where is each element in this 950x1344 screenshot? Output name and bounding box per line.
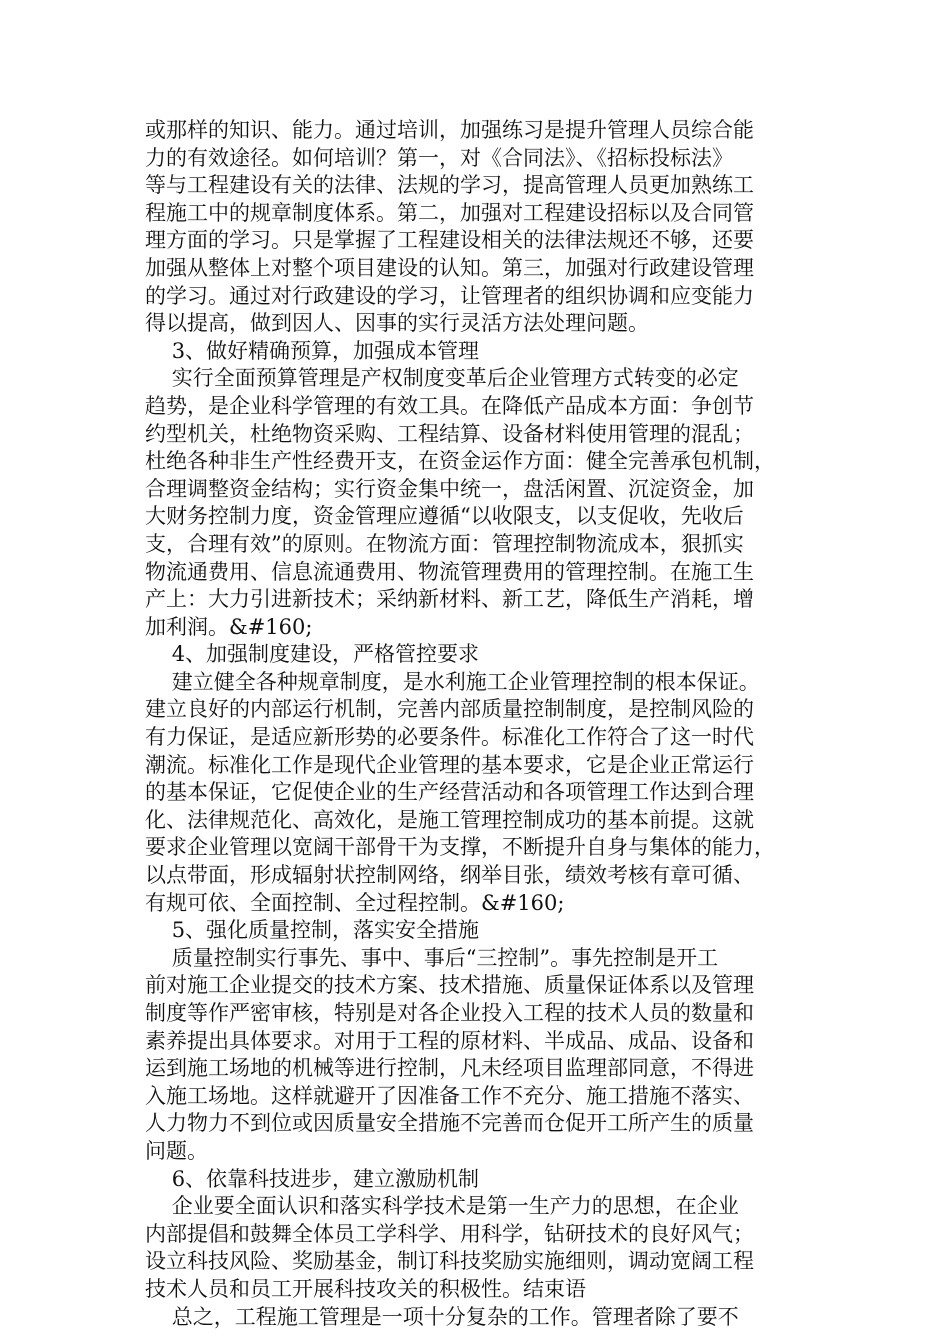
text-line: 设立科技风险、奖励基金，制订科技奖励实施细则，调动宽阔工程 xyxy=(145,1249,754,1274)
text-line: 杜绝各种非生产性经费开支，在资金运作方面：健全完善承包机制， xyxy=(145,449,775,474)
text-line: 前对施工企业提交的技术方案、技术措施、质量保证体系以及管理 xyxy=(145,973,754,998)
text-line: 理方面的学习。只是掌握了工程建设相关的法律法规还不够，还要 xyxy=(145,228,754,253)
text-line: 的学习。通过对行政建设的学习，让管理者的组织协调和应变能力 xyxy=(145,283,754,308)
text-line: 或那样的知识、能力。通过培训，加强练习是提升管理人员综合能 xyxy=(145,118,754,142)
text-line: 潮流。标准化工作是现代企业管理的基本要求，它是企业正常运行 xyxy=(145,752,754,777)
section-heading: 5、强化质量控制，落实安全措施 xyxy=(145,918,480,943)
text-line: 约型机关，杜绝物资采购、工程结算、设备材料使用管理的混乱； xyxy=(145,421,754,446)
text-line: 实行全面预算管理是产权制度变革后企业管理方式转变的必定 xyxy=(145,366,739,391)
text-line: 产上：大力引进新技术；采纳新材料、新工艺，降低生产消耗，增 xyxy=(145,587,754,612)
text-line: 内部提倡和鼓舞全体员工学科学、用科学，钻研技术的良好风气； xyxy=(145,1221,754,1246)
text-line: 以点带面，形成辐射状控制网络，纲举目张，绩效考核有章可循、 xyxy=(145,863,754,888)
text-line: 得以提高，做到因人、因事的实行灵活方法处理问题。 xyxy=(145,311,649,336)
text-line: 企业要全面认识和落实科学技术是第一生产力的思想，在企业 xyxy=(145,1194,739,1219)
text-line: 程施工中的规章制度体系。第二，加强对工程建设招标以及合同管 xyxy=(145,200,754,225)
text-line: 技术人员和员工开展科技攻关的积极性。结束语 xyxy=(145,1276,586,1301)
section-heading: 6、依靠科技进步，建立激励机制 xyxy=(145,1166,480,1191)
text-line: 有规可依、全面控制、全过程控制。&#160; xyxy=(145,890,565,915)
text-line: 建立健全各种规章制度，是水利施工企业管理控制的根本保证。 xyxy=(145,669,760,694)
text-line: 有力保证，是适应新形势的必要条件。标准化工作符合了这一时代 xyxy=(145,725,754,750)
text-line: 的基本保证，它促使企业的生产经营活动和各项管理工作达到合理 xyxy=(145,780,754,805)
text-line: 入施工场地。这样就避开了因准备工作不充分、施工措施不落实、 xyxy=(145,1083,754,1108)
text-line: 运到施工场地的机械等进行控制，凡未经项目监理部同意，不得进 xyxy=(145,1056,754,1081)
text-line: 制度等作严密审核，特别是对各企业投入工程的技术人员的数量和 xyxy=(145,1001,754,1025)
text-line: 质量控制实行事先、事中、事后“三控制”。事先控制是开工 xyxy=(145,945,719,970)
text-line: 加利润。&#160; xyxy=(145,614,313,639)
document-body xyxy=(145,117,805,1331)
text-line: 素养提出具体要求。对用于工程的原材料、半成品、成品、设备和 xyxy=(145,1028,754,1053)
text-line: 支，合理有效”的原则。在物流方面：管理控制物流成本，狠抓实 xyxy=(145,531,744,556)
text-line: 化、法律规范化、高效化，是施工管理控制成功的基本前提。这就 xyxy=(145,807,754,832)
section-heading: 4、加强制度建设，严格管控要求 xyxy=(145,642,480,667)
text-line: 力的有效途径。如何培训？第一，对《合同法》、《招标投标法》 xyxy=(145,145,733,170)
text-line: 总之，工程施工管理是一项十分复杂的工作。管理者除了要不 xyxy=(145,1304,739,1329)
text-line: 加强从整体上对整个项目建设的认知。第三，加强对行政建设管理 xyxy=(145,255,754,280)
text-line: 大财务控制力度，资金管理应遵循“以收限支，以支促收，先收后 xyxy=(145,504,744,529)
text-line: 人力物力不到位或因质量安全措施不完善而仓促开工所产生的质量 xyxy=(145,1111,754,1136)
text-line: 合理调整资金结构；实行资金集中统一，盘活闲置、沉淀资金，加 xyxy=(145,476,754,501)
text-line: 物流通费用、信息流通费用、物流管理费用的管理控制。在施工生 xyxy=(145,559,754,584)
text-line: 等与工程建设有关的法律、法规的学习，提高管理人员更加熟练工 xyxy=(145,173,754,198)
text-line: 建立良好的内部运行机制，完善内部质量控制制度，是控制风险的 xyxy=(145,697,754,722)
text-line: 问题。 xyxy=(145,1138,208,1163)
section-heading: 3、做好精确预算，加强成本管理 xyxy=(145,338,480,363)
text-line: 趋势，是企业科学管理的有效工具。在降低产品成本方面：争创节 xyxy=(145,393,754,418)
text-line: 要求企业管理以宽阔干部骨干为支撑，不断提升自身与集体的能力， xyxy=(145,835,775,860)
